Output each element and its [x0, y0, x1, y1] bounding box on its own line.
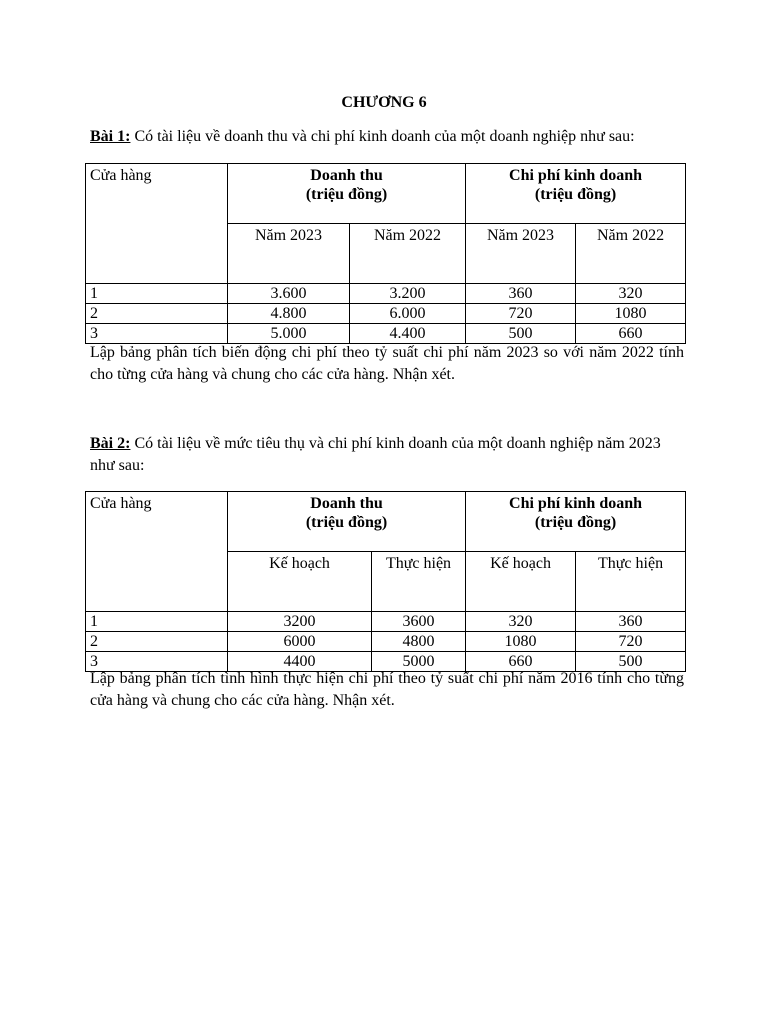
table-cell: 5000 [372, 652, 466, 672]
table-cell: 6.000 [350, 304, 466, 324]
table-cell: 3600 [372, 612, 466, 632]
exercise1-intro [90, 127, 684, 147]
table-cell: 4800 [372, 632, 466, 652]
sub-header: Năm 2023 [228, 224, 350, 284]
table-cell: 1 [86, 284, 228, 304]
table-row [86, 632, 686, 652]
exercise2-intro [90, 433, 684, 477]
table-row [86, 612, 686, 632]
exercise2-table [85, 491, 686, 672]
table-cell: 4400 [228, 652, 372, 672]
table-cell: 5.000 [228, 324, 350, 344]
table-cell: 500 [576, 652, 686, 672]
sub-header: Năm 2023 [466, 224, 576, 284]
table-cell: 660 [466, 652, 576, 672]
table-cell: 3200 [228, 612, 372, 632]
revenue-header: Doanh thu (triệu đồng) [228, 164, 466, 224]
table-cell: 4.800 [228, 304, 350, 324]
cost-header: Chi phí kinh doanh (triệu đồng) [466, 164, 686, 224]
table-cell: 3 [86, 652, 228, 672]
table-cell: 320 [576, 284, 686, 304]
table-cell: 3 [86, 324, 228, 344]
sub-header: Năm 2022 [576, 224, 686, 284]
exercise1-intro-text: Có tài liệu về doanh thu và chi phí kinh doanh của một doanh nghiệp như sau: [130, 128, 635, 145]
table-cell: 3.600 [228, 284, 350, 304]
table-cell: 720 [466, 304, 576, 324]
exercise2-label: Bài 2: [90, 435, 131, 452]
sub-header: Thực hiện [576, 552, 686, 612]
table-row [86, 304, 686, 324]
exercise2-intro-text: Có tài liệu về mức tiêu thụ và chi phí kinh doanh của một doanh nghiệp năm 2023 như sau: [90, 435, 661, 474]
table-cell: 720 [576, 632, 686, 652]
exercise2-task: Lập bảng phân tích tình hình thực hiện chi phí theo tỷ suất chi phí năm 2016 tính cho từng cửa hàng và chung cho các cửa hàng. Nhận xét. [90, 670, 684, 709]
table-row [86, 324, 686, 344]
exercise1-table [85, 163, 686, 344]
sub-header: Thực hiện [372, 552, 466, 612]
table-cell: 500 [466, 324, 576, 344]
sub-header: Năm 2022 [350, 224, 466, 284]
store-header: Cửa hàng [86, 492, 228, 612]
table-cell: 660 [576, 324, 686, 344]
table-cell: 360 [466, 284, 576, 304]
sub-header: Kế hoạch [228, 552, 372, 612]
table-cell: 2 [86, 304, 228, 324]
table-cell: 1 [86, 612, 228, 632]
table-cell: 4.400 [350, 324, 466, 344]
store-header: Cửa hàng [86, 164, 228, 284]
table-cell: 320 [466, 612, 576, 632]
cost-header: Chi phí kinh doanh (triệu đồng) [466, 492, 686, 552]
revenue-header: Doanh thu (triệu đồng) [228, 492, 466, 552]
table-cell: 2 [86, 632, 228, 652]
table-cell: 6000 [228, 632, 372, 652]
table-cell: 1080 [466, 632, 576, 652]
table-row [86, 284, 686, 304]
table-cell: 360 [576, 612, 686, 632]
chapter-title: CHƯƠNG 6 [341, 94, 427, 111]
sub-header: Kế hoạch [466, 552, 576, 612]
exercise1-task: Lập bảng phân tích biến động chi phí theo tỷ suất chi phí năm 2023 so với năm 2022 tính cho từng cửa hàng và chung cho các cửa hàng. Nhận xét. [90, 344, 684, 383]
exercise1-label: Bài 1: [90, 128, 131, 145]
table-cell: 1080 [576, 304, 686, 324]
table-cell: 3.200 [350, 284, 466, 304]
